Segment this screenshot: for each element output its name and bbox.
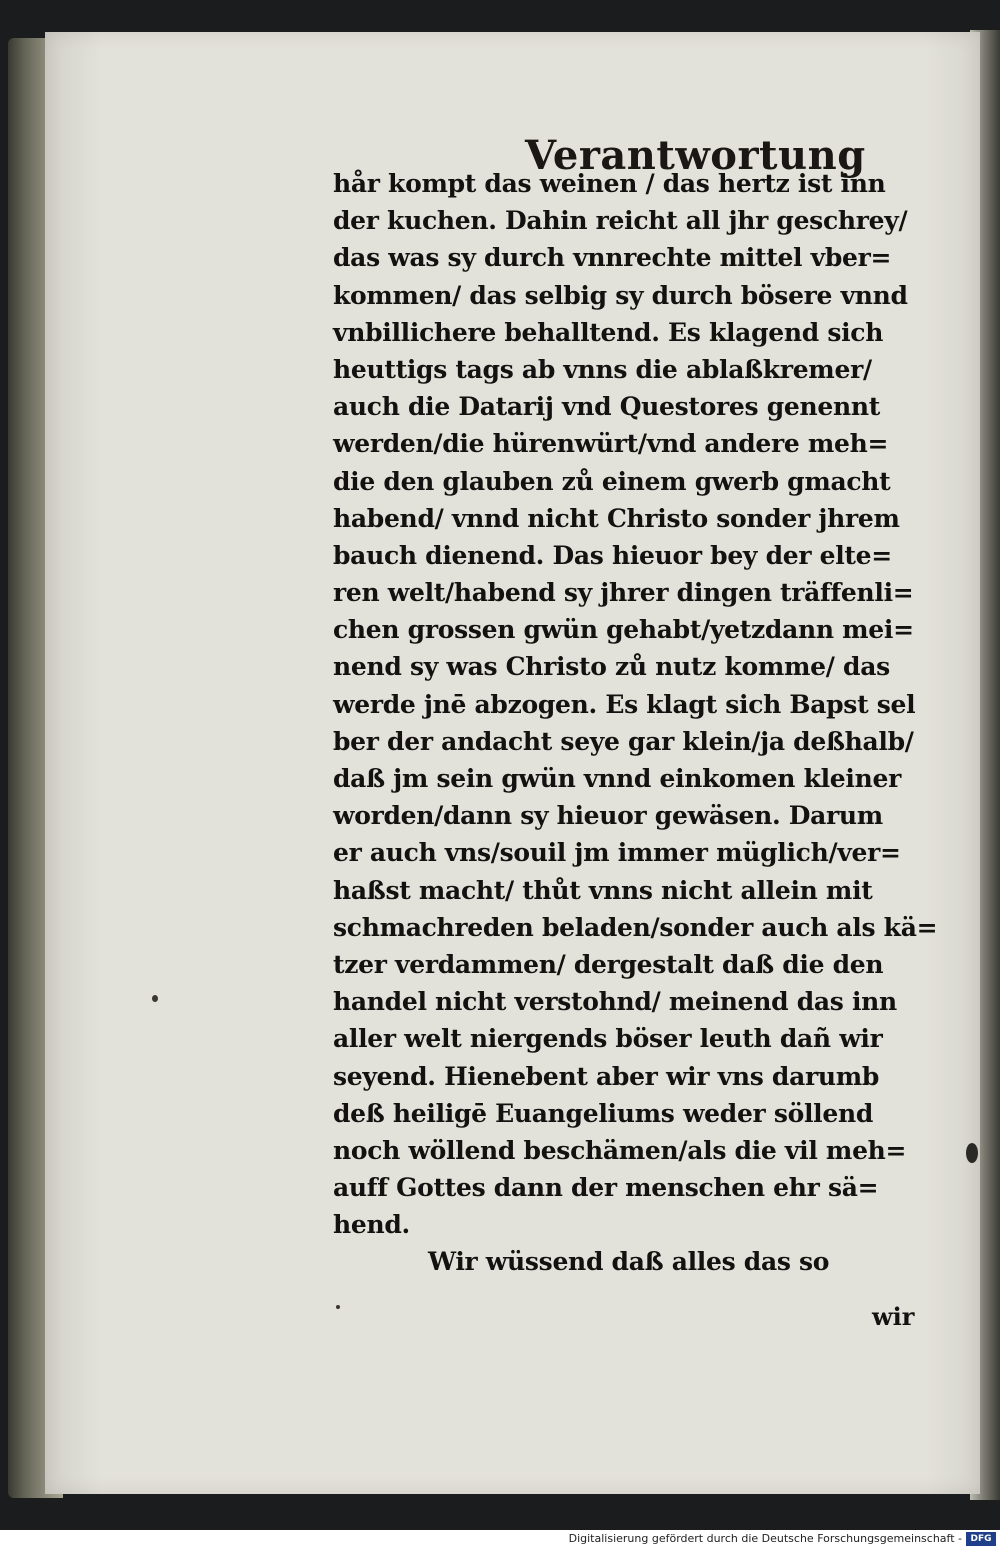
text-line: habend/ vnnd nicht Christo sonder jhrem [333,503,900,533]
text-line: ren welt/habend sy jhrer dingen träffenli= [333,578,914,608]
text-line: auff Gottes dann der menschen ehr sä= [333,1173,879,1203]
text-line: deß heiligē Euangeliums weder söllend [333,1098,874,1128]
catchword: wir [872,1302,915,1331]
text-line: ber der andacht seye gar klein/ja deßhalb/ [333,726,914,756]
text-line: die den glauben zů einem gwerb gmacht [333,466,891,496]
text-line: seyend. Hienebent aber wir vns darumb [333,1061,880,1091]
text-line: er auch vns/souil jm immer müglich/ver= [333,838,901,868]
running-head: Verantwortung [525,132,866,179]
text-line: aller welt niergends böser leuth dañ wir [333,1024,883,1054]
page-text [333,165,938,1281]
text-line: das was sy durch vnnrechte mittel vber= [333,243,892,273]
text-line: hend. [333,1210,410,1240]
text-line: schmachreden beladen/sonder auch als kä= [333,912,938,942]
page-hole [966,1143,978,1163]
funding-credit: Digitalisierung gefördert durch die Deutsche Forschungsgemeinschaft - [568,1532,962,1545]
text-line: kommen/ das selbig sy durch bösere vnnd [333,280,908,310]
text-line: Wir wüssend daß alles das so [428,1247,830,1277]
text-line: auch die Datarij vnd Questores genennt [333,392,880,422]
text-line: der kuchen. Dahin reicht all jhr geschrey/ [333,206,908,236]
text-line: bauch dienend. Das hieuor bey der elte= [333,540,892,570]
dfg-logo: DFG [966,1532,996,1546]
text-line: tzer verdammen/ dergestalt daß die den [333,949,884,979]
text-line: heuttigs tags ab vnns die ablaßkremer/ [333,354,872,384]
text-line: haßst macht/ thůt vnns nicht allein mit [333,875,873,905]
text-line: handel nicht verstohnd/ meinend das inn [333,987,897,1017]
text-line: vnbillichere behalltend. Es klagend sich [333,317,884,347]
text-line: daß jm sein gwün vnnd einkomen kleiner [333,764,901,793]
text-line: worden/dann sy hieuor gewäsen. Darum [333,801,883,831]
text-line: werden/die hürenwürt/vnd andere meh= [333,429,889,459]
ink-speck [152,995,158,1002]
text-line: chen grossen gwün gehabt/yetzdann mei= [333,615,914,645]
text-line: werde jnē abzogen. Es klagt sich Bapst sel [333,689,916,719]
ink-speck [336,1305,340,1309]
footer-bar [0,1530,1000,1549]
text-line: hår kompt das weinen / das hertz ist inn [333,169,886,198]
text-line: nend sy was Christo zů nutz komme/ das [333,652,890,682]
text-line: noch wöllend beschämen/als die vil meh= [333,1135,907,1165]
